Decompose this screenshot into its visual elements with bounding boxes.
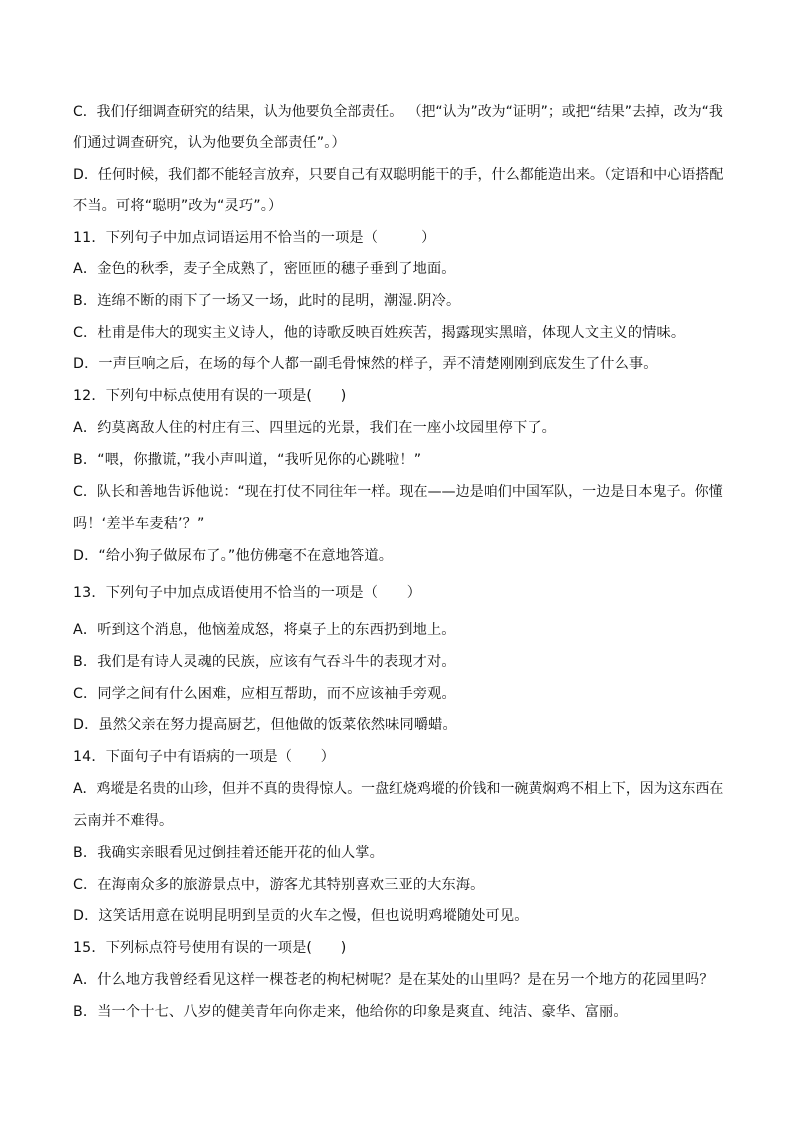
option-c: C．杜甫是伟大的现实主义诗人，他的诗歌反映百姓疾苦，揭露现实黑暗，体现人文主义的情味。 <box>73 325 686 341</box>
option-b: B．当一个十七、八岁的健美青年向你走来，他给你的印象是爽直、纯洁、豪华、富丽。 <box>73 1004 628 1020</box>
option-b: B．我们是有诗人灵魂的民族，应该有气吞斗牛的表现才对。 <box>73 654 456 670</box>
question-11-stem: 11．下列句子中加点词语运用不恰当的一项是（ ） <box>73 230 436 246</box>
option-d: D．“给小狗子做尿布了。”他仿佛毫不在意地答道。 <box>73 548 394 564</box>
question-15-stem: 15．下列标点符号使用有误的一项是( ) <box>73 940 347 956</box>
option-a: A．听到这个消息，他恼羞成怒，将桌子上的东西扔到地上。 <box>73 622 456 638</box>
text-line: 吗！‘差半车麦秸’？” <box>73 516 205 532</box>
text-line: 云南并不难得。 <box>73 813 174 829</box>
option-a: A．什么地方我曾经看见这样一棵苍老的枸杞树呢？是在某处的山里吗？是在另一个地方的花园里吗？ <box>73 972 714 988</box>
question-14-stem: 14．下面句子中有语病的一项是（ ） <box>73 749 336 765</box>
option-a: A．金色的秋季，麦子全成熟了，密匝匝的穗子垂到了地面。 <box>73 261 456 277</box>
text-line: 不当。可将“聪明”改为“灵巧”。） <box>73 198 283 214</box>
option-d: D．一声巨响之后，在场的每个人都一副毛骨悚然的样子，弄不清楚刚刚到底发生了什么事。 <box>73 356 658 372</box>
option-b: B．连绵不断的雨下了一场又一场，此时的昆明，潮湿.阴冷。 <box>73 293 461 309</box>
option-c: C．队长和善地告诉他说：“现在打仗不同往年一样。现在——边是咱们中国军队，一边是日本鬼子。你懂 <box>73 484 723 500</box>
option-a: A．鸡㙡是名贵的山珍，但并不真的贵得惊人。一盘红烧鸡㙡的价钱和一碗黄焖鸡不相上下，因为这东西在 <box>73 781 724 797</box>
option-d: D．虽然父亲在努力提高厨艺，但他做的饭菜依然味同嚼蜡。 <box>73 717 457 733</box>
option-d: D．这笑话用意在说明昆明到呈贡的火车之慢，但也说明鸡㙡随处可见。 <box>73 908 529 924</box>
text-line: C．我们仔细调查研究的结果，认为他要负全部责任。 （把“认为”改为“证明”；或把“结果”去掉，改为“我 <box>73 104 723 120</box>
option-c: C．在海南众多的旅游景点中，游客尤其特别喜欢三亚的大东海。 <box>73 877 485 893</box>
text-line: D．任何时候，我们都不能轻言放弃，只要自己有双聪明能干的手，什么都能造出来。（定语和中心语搭配 <box>73 167 724 183</box>
option-b: B．我确实亲眼看见过倒挂着还能开花的仙人掌。 <box>73 845 384 861</box>
option-b: B．“喂，你撒谎，”我小声叫道，“我听见你的心跳啦！” <box>73 452 422 468</box>
option-c: C．同学之间有什么困难，应相互帮助，而不应该袖手旁观。 <box>73 686 456 702</box>
option-a: A．约莫离敌人住的村庄有三、四里远的光景，我们在一座小坟园里停下了。 <box>73 420 556 436</box>
text-line: 们通过调查研究，认为他要负全部责任”。） <box>73 135 346 151</box>
question-13-stem: 13．下列句子中加点成语使用不恰当的一项是（ ） <box>73 585 422 601</box>
question-12-stem: 12．下列句中标点使用有误的一项是( ) <box>73 388 347 404</box>
